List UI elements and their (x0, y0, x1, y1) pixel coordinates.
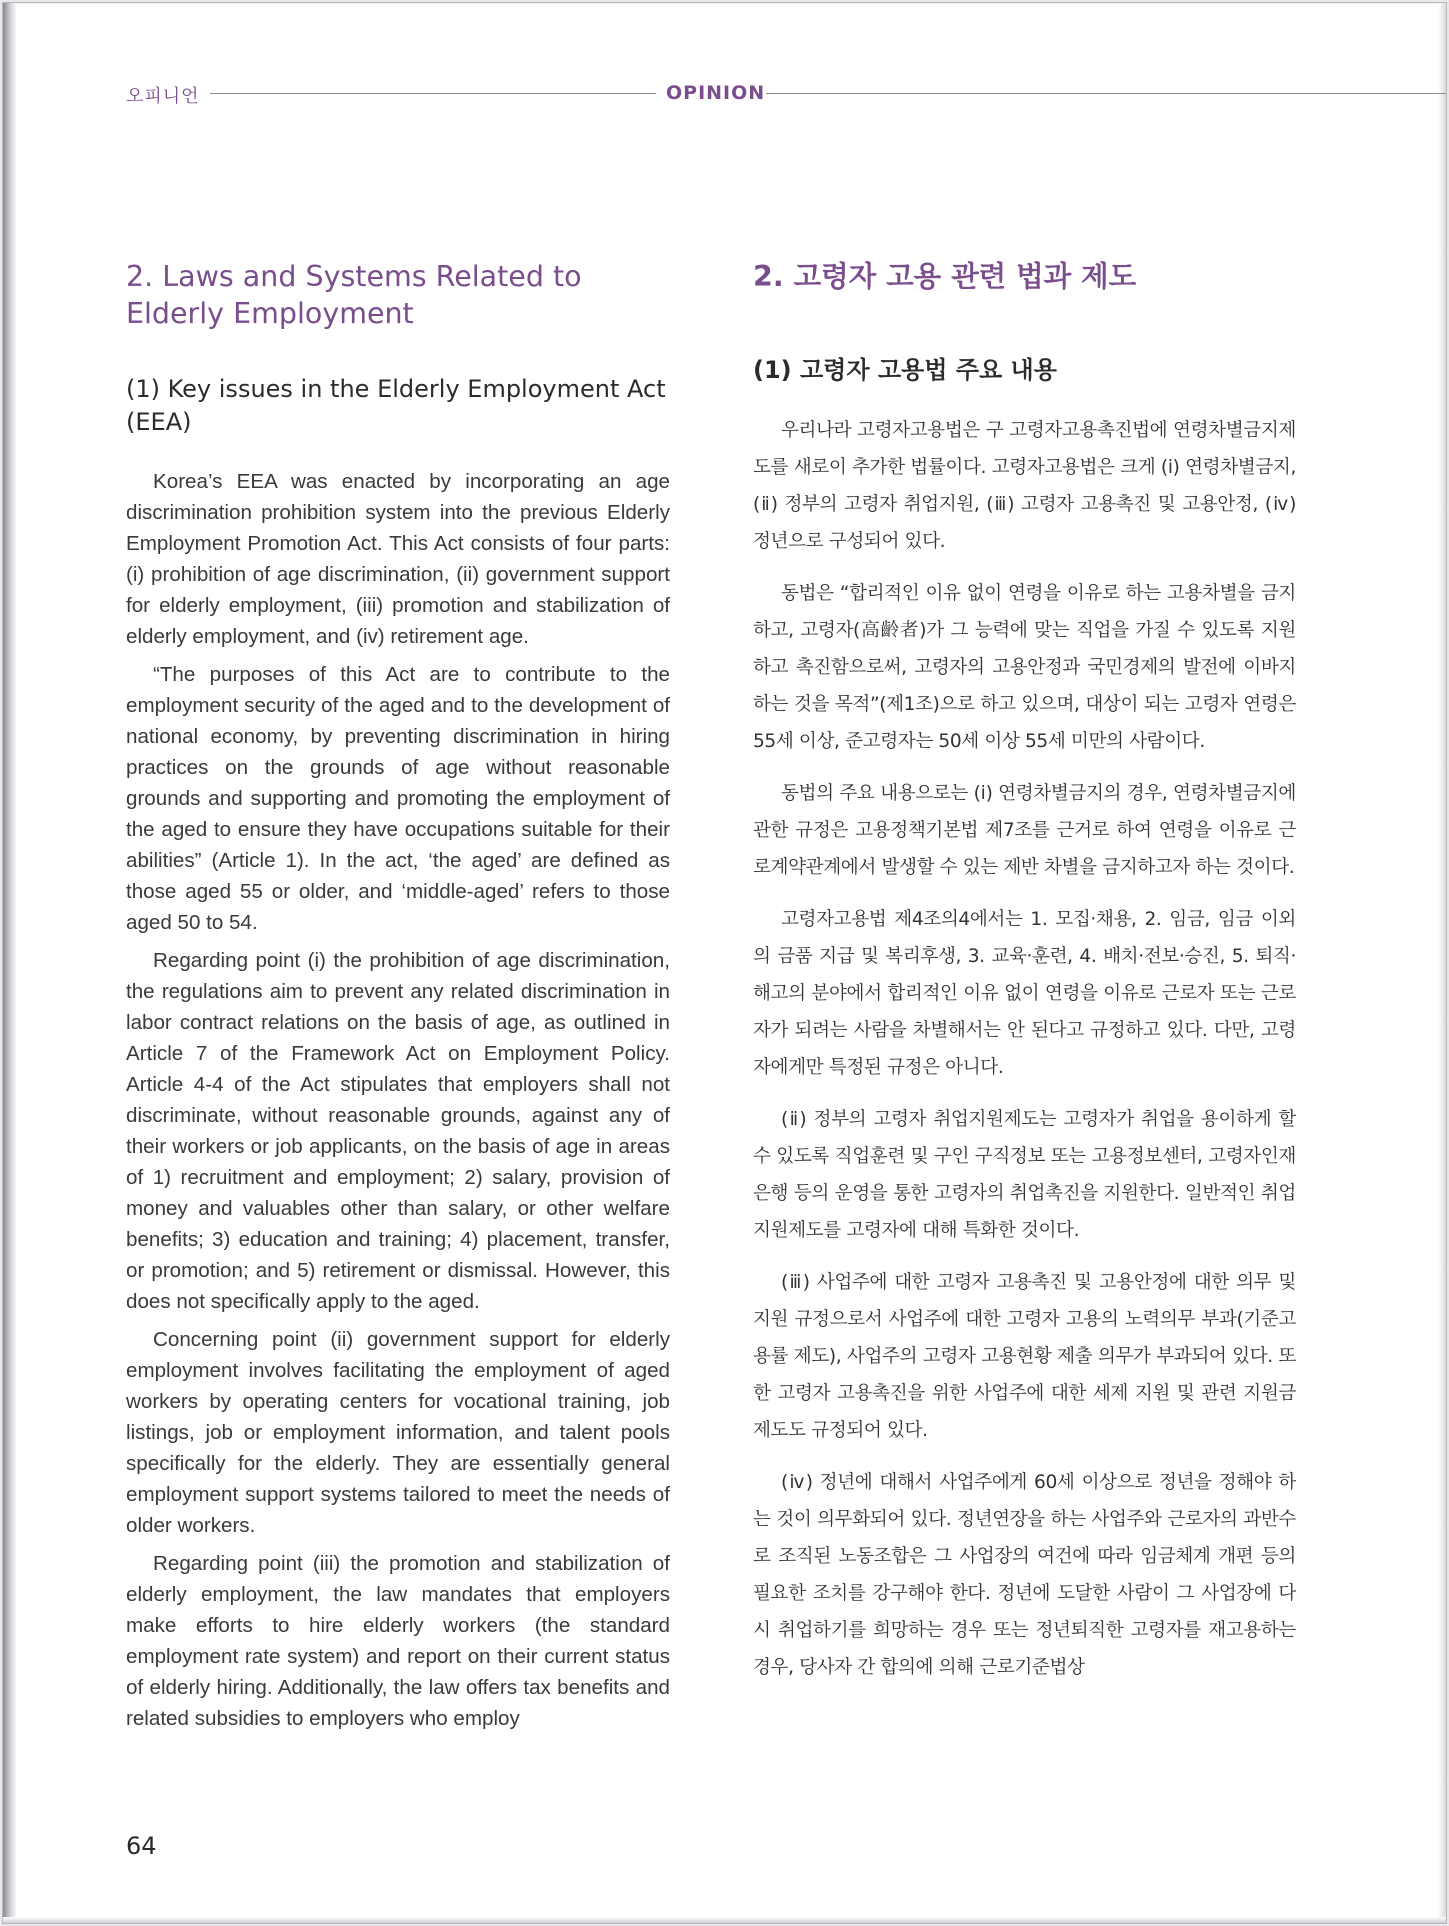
page-spine-shadow (3, 3, 17, 1923)
korean-paragraph: (ⅲ) 사업주에 대한 고령자 고용촉진 및 고용안정에 대한 의무 및 지원 규정으로서 사업주에 대한 고령자 고용의 노력의무 부과(기준고용률 제도), 사업주의 고령자 고용현황 제출 의무가 부과되어 있다. 또한 고령자 고용촉진을 위한 사업주에 대한 세제 지원 및 관련 지원금 제도도 규정되어 있다. (753, 1272, 1296, 1441)
korean-column (753, 258, 1296, 1701)
korean-paragraph: (ⅱ) 정부의 고령자 취업지원제도는 고령자가 취업을 용이하게 할 수 있도록 직업훈련 및 구인 구직정보 또는 고용정보센터, 고령자인재은행 등의 운영을 통한 고령자의 취업촉진을 지원한다. 일반적인 취업지원제도를 고령자에 대해 특화한 것이다. (753, 1109, 1296, 1241)
korean-paragraph: 동법은 “합리적인 이유 없이 연령을 이유로 하는 고용차별을 금지하고, 고령자(高齡者)가 그 능력에 맞는 직업을 가질 수 있도록 지원하고 촉진함으로써, 고령자의 고용안정과 국민경제의 발전에 이바지하는 것을 목적”(제1조)으로 하고 있으며, 대상이 되는 고령자 연령은 55세 이상, 준고령자는 50세 이상 55세 미만의 사람이다. (753, 583, 1296, 752)
page-number: 64 (126, 1832, 157, 1860)
running-header (126, 79, 1446, 109)
header-rule-right (766, 93, 1446, 94)
korean-heading: 2. 고령자 고용 관련 법과 제도 (753, 260, 1137, 293)
korean-paragraph: 동법의 주요 내용으로는 (ⅰ) 연령차별금지의 경우, 연령차별금지에 관한 규정은 고용정책기본법 제7조를 근거로 하여 연령을 이유로 근로계약관계에서 발생할 수 있는 제반 차별을 금지하고자 하는 것이다. (753, 783, 1296, 878)
page-right-edge (1438, 3, 1446, 1923)
english-subheading: (1) Key issues in the Elderly Employment Act (EEA) (126, 375, 666, 436)
magazine-page (2, 2, 1447, 1924)
section-label-korean: 오피니언 (126, 86, 200, 107)
korean-paragraph: (ⅳ) 정년에 대해서 사업주에게 60세 이상으로 정년을 정해야 하는 것이 의무화되어 있다. 정년연장을 하는 사업주와 근로자의 과반수로 조직된 노동조합은 그 사업장의 여건에 따라 임금체계 개편 등의 필요한 조치를 강구해야 한다. 정년에 도달한 사람이 그 사업장에 다시 취업하기를 희망하는 경우 또는 정년퇴직한 고령자를 재고용하는 경우, 당사자 간 합의에 의해 근로기준법상 (753, 1472, 1296, 1678)
korean-subheading: (1) 고령자 고용법 주요 내용 (753, 356, 1057, 384)
header-rule-left (210, 93, 656, 94)
english-heading: 2. Laws and Systems Related to Elderly Employment (126, 260, 582, 330)
korean-paragraph: 고령자고용법 제4조의4에서는 1. 모집·채용, 2. 임금, 임금 이외의 금품 지급 및 복리후생, 3. 교육·훈련, 4. 배치·전보·승진, 5. 퇴직·해고의 분야에서 합리적인 이유 없이 연령을 이유로 근로자 또는 근로자가 되려는 사람을 차별해서는 안 된다고 규정하고 있다. 다만, 고령자에게만 특정된 규정은 아니다. (753, 909, 1296, 1078)
korean-paragraph: 우리나라 고령자고용법은 구 고령자고용촉진법에 연령차별금지제도를 새로이 추가한 법률이다. 고령자고용법은 크게 (ⅰ) 연령차별금지, (ⅱ) 정부의 고령자 취업지원, (ⅲ) 고령자 고용촉진 및 고용안정, (ⅳ) 정년으로 구성되어 있다. (753, 420, 1296, 552)
english-paragraph: Regarding point (iii) the promotion and stabilization of elderly employment, the law mandates that employers make efforts to hire elderly workers (the standard employment rate system) and report on their current status of elderly hiring. Additionally, the law offers tax benefits and related subsidies to employers who employ (126, 1552, 670, 1730)
english-paragraph: Regarding point (i) the prohibition of age discrimination, the regulations aim to prevent any related discrimination in labor contract relations on the basis of age, as outlined in Article 7 of the Framework Act on Employment Policy. Article 4-4 of the Act stipulates that employers shall not discriminate, without reasonable grounds, against any of their workers or job applicants, on the basis of age in areas of 1) recruitment and employment; 2) salary, provision of money and valuables other than salary, or other welfare benefits; 3) education and training; 4) placement, transfer, or promotion; and 5) retirement or dismissal. However, this does not specifically apply to the aged. (126, 949, 670, 1313)
english-paragraph: “The purposes of this Act are to contribute to the employment security of the aged and to the development of national economy, by preventing discrimination in hiring practices on the grounds of age without reasonable grounds and supporting and promoting the employment of the aged to ensure they have occupations suitable for their abilities” (Article 1). In the act, ‘the aged’ are defined as those aged 55 or older, and ‘middle-aged’ refers to those aged 50 to 54. (126, 663, 670, 934)
page-bottom-edge (3, 1917, 1446, 1923)
english-paragraph: Korea’s EEA was enacted by incorporating an age discrimination prohibition system into the previous Elderly Employment Promotion Act. This Act consists of four parts: (i) prohibition of age discrimination, (ii) government support for elderly employment, (iii) promotion and stabilization of elderly employment, and (iv) retirement age. (126, 470, 670, 648)
section-label-english: OPINION (666, 82, 766, 104)
english-column (126, 258, 670, 1741)
english-paragraph: Concerning point (ii) government support for elderly employment involves facilitating the employment of aged workers by operating centers for vocational training, job listings, job or employment information, and talent pools specifically for the elderly. They are essentially general employment support systems tailored to meet the needs of older workers. (126, 1328, 670, 1537)
